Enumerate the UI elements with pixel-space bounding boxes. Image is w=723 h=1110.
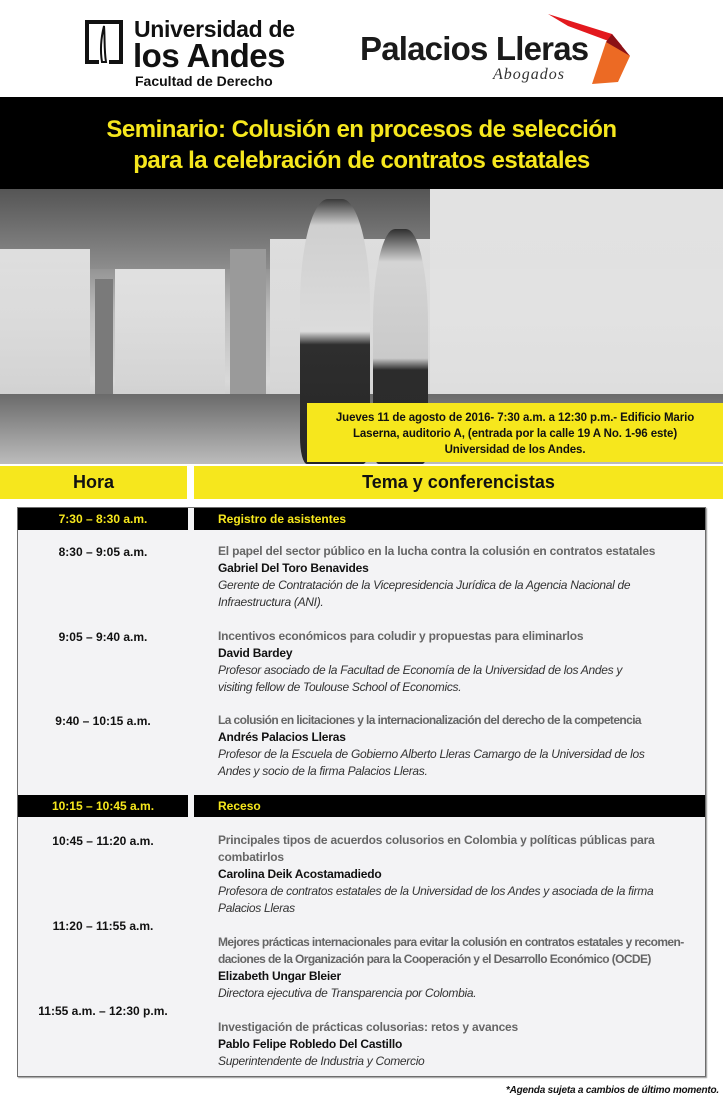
slot-role: Superintendente de Industria y Comercio [218,1054,425,1068]
slot-speaker: Carolina Deik Acostamadiedo [218,867,382,881]
slot-topic: Principales tipos de acuerdos colusorios en Colombia y políticas públicas para [218,833,655,847]
event-info-line3: Universidad de los Andes. [444,444,586,456]
slot-topic: Mejores prácticas internacionales para evitar la colusión en contratos estatales y recomen- [218,935,684,949]
slot-topic: La colusión en licitaciones y la internacionalización del derecho de la competencia [218,713,642,727]
palacios-lleras-logo [360,10,660,90]
faculty-name: Facultad de Derecho [135,73,273,89]
slot-speaker: Pablo Felipe Robledo Del Castillo [218,1037,403,1051]
slot-role: Gerente de Contratación de la Vicepresidencia Jurídica de la Agencia Nacional de [218,578,631,592]
slot-speaker: Elizabeth Ungar Bleier [218,969,341,983]
slot-role: Infraestructura (ANI). [218,595,324,609]
university-name-line1: Universidad de [134,16,295,42]
registration-time: 7:30 – 8:30 a.m. [18,508,188,530]
event-info-line2: Laserna, auditorio A, (entrada por la calle 19 A No. 1-96 este) [352,428,678,440]
firm-arrow-icon [546,12,646,84]
break-label: Receso [194,795,705,817]
seminar-title-line1: Seminario: Colusión en procesos de selección [106,116,617,143]
slot-role: Profesora de contratos estatales de la Universidad de los Andes y asociada de la firma [218,884,654,898]
university-name-line2: los Andes [133,37,285,74]
slot-topic: El papel del sector público en la lucha contra la colusión en contratos estatales [218,544,656,558]
registration-label: Registro de asistentes [194,508,705,530]
break-time: 10:15 – 10:45 a.m. [18,795,188,817]
agenda-break-row [18,795,705,817]
slot-role: Directora ejecutiva de Transparencia por Colombia. [218,986,477,1000]
slot-topic: daciones de la Organización para la Cooperación y el Desarrollo Económico (OCDE) [218,952,651,966]
event-info-line1: Jueves 11 de agosto de 2016- 7:30 a.m. a 12:30 p.m.- Edificio Mario [335,412,695,424]
photo-window [430,189,723,419]
agenda-slot [218,832,698,917]
slot-role: Profesor asociado de la Facultad de Economía de la Universidad de los Andes y [218,663,623,677]
seminar-title-line2: para la celebración de contratos estatales [133,147,590,174]
slot-time: 9:40 – 10:15 a.m. [55,714,151,728]
slot-speaker: Gabriel Del Toro Benavides [218,561,369,575]
photo-window [115,269,225,409]
agenda-slot [218,543,698,611]
slot-role: Andes y socio de la firma Palacios Lleras. [218,764,428,778]
header-logos [0,0,723,97]
column-header-hora: Hora [0,466,187,499]
uniandes-shield-icon [82,18,126,68]
slot-time: 10:45 – 11:20 a.m. [52,834,154,848]
slot-topic: Investigación de prácticas colusorias: retos y avances [218,1020,519,1034]
slot-speaker: Andrés Palacios Lleras [218,730,346,744]
slot-topic: Incentivos económicos para coludir y propuestas para eliminarlos [218,629,584,643]
agenda-slot [218,628,698,696]
seminar-title-banner [0,97,723,189]
slot-role: Palacios Lleras [218,901,295,915]
photo-window [0,249,90,409]
event-info-box [307,403,723,462]
slot-role: Profesor de la Escuela de Gobierno Alberto Lleras Camargo de la Universidad de los [218,747,645,761]
slot-role: visiting fellow de Toulouse School of Economics. [218,680,462,694]
slot-time: 8:30 – 9:05 a.m. [58,545,148,559]
slot-time: 11:20 – 11:55 a.m. [52,919,154,933]
agenda-slot [218,1019,698,1070]
firm-subtitle: Abogados [493,66,565,83]
column-header-tema: Tema y conferencistas [194,466,723,499]
slot-speaker: David Bardey [218,646,293,660]
slot-time: 11:55 a.m. – 12:30 p.m. [38,1004,168,1018]
agenda-slot [218,712,698,780]
agenda-slot [218,934,698,1002]
agenda-footnote: *Agenda sujeta a cambios de último momento. [505,1085,719,1096]
firm-name: Palacios Lleras [360,30,589,67]
slot-time: 9:05 – 9:40 a.m. [58,630,148,644]
agenda-table [17,507,706,1077]
agenda-registration-row [18,508,705,530]
slot-topic: combatirlos [218,850,284,864]
